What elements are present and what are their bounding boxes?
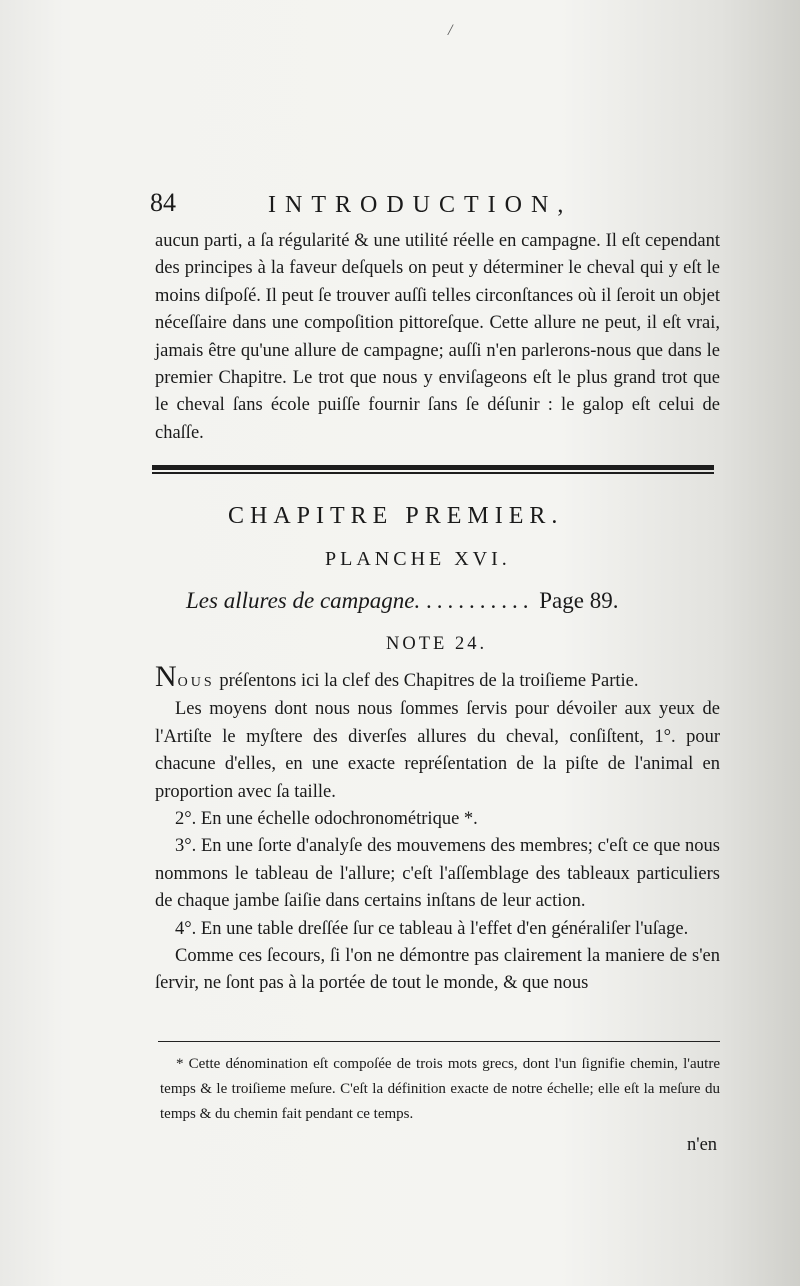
paragraph-1-text: préſentons ici la clef des Chapitres de la troiſieme Partie. (214, 671, 639, 691)
chapter-title: CHAPITRE PREMIER. (228, 503, 564, 529)
plate-label: PLANCHE XVI. (325, 548, 511, 570)
paragraph-3: 2°. En une échelle odochronométrique *. (175, 809, 478, 830)
note-label: NOTE 24. (386, 634, 488, 654)
toc-title: Les allures de campagne. (186, 588, 421, 613)
paragraph-2: Les moyens dont nous nous ſommes ſervis pour dévoiler aux yeux de l'Artiſte le myſtere des diverſes allures du cheval, conſiſtent, 1°. pour chacune d'elles, en une exacte repréſentation de la piſte de l'animal en proportion avec ſa taille. (155, 699, 720, 802)
intro-paragraph: aucun parti, a ſa régularité & une utilité réelle en campagne. Il eſt cependant des principes à la faveur deſquels on peut y déterminer le cheval qui y eſt le moins diſpoſé. Il peut ſe trouver auſſi telles circonſtances où il ſeroit un objet néceſſaire dans une compoſition pittoreſque. Cette allure ne peut, il eſt vrai, jamais être qu'une allure de campagne; auſſi n'en parlerons-nous que dans le premier Chapitre. Le trot que nous y enviſageons eſt le plus grand trot que le cheval ſans école puiſſe fournir ſans ſe déſunir : le galop eſt celui de chaſſe. (155, 231, 720, 443)
thick-rule (152, 465, 714, 470)
toc-entry (186, 588, 691, 614)
paragraph-4: 3°. En une ſorte d'analyſe des mouvemens des membres; c'eſt ce que nous nommons le tableau de l'allure; c'eſt l'aſſemblage des tableaux particuliers de chaque jambe ſaiſie dans certains inſtans de leur action. (155, 836, 720, 912)
toc-page: Page 89. (539, 588, 619, 613)
paragraph-1 (155, 660, 720, 696)
thin-rule (152, 472, 714, 474)
toc-leader-dots: .......... (425, 588, 534, 613)
small-caps-word: OUS (177, 675, 215, 690)
drop-initial: N (155, 660, 178, 693)
pencil-mark: / (448, 22, 453, 39)
running-title: INTRODUCTION, (268, 192, 573, 218)
main-text (155, 660, 720, 998)
running-header (150, 188, 720, 228)
catchword: n'en (687, 1135, 718, 1155)
paragraph-6: Comme ces ſecours, ſi l'on ne démontre pas clairement la maniere de s'en ſervir, ne ſont pas à la portée de tout le monde, & que nous (155, 946, 720, 994)
footnote: * Cette dénomination eſt compoſée de trois mots grecs, dont l'un ſignifie chemin, l'autre temps & le troiſieme meſure. C'eſt la définition exacte de notre échelle; elle eſt la meſure du temps & du chemin fait pendant ce temps. (160, 1056, 720, 1122)
paragraph-5: 4°. En une table dreſſée ſur ce tableau à l'effet d'en généraliſer l'uſage. (175, 918, 689, 939)
footnote-rule (158, 1041, 720, 1042)
page-number: 84 (150, 188, 176, 217)
